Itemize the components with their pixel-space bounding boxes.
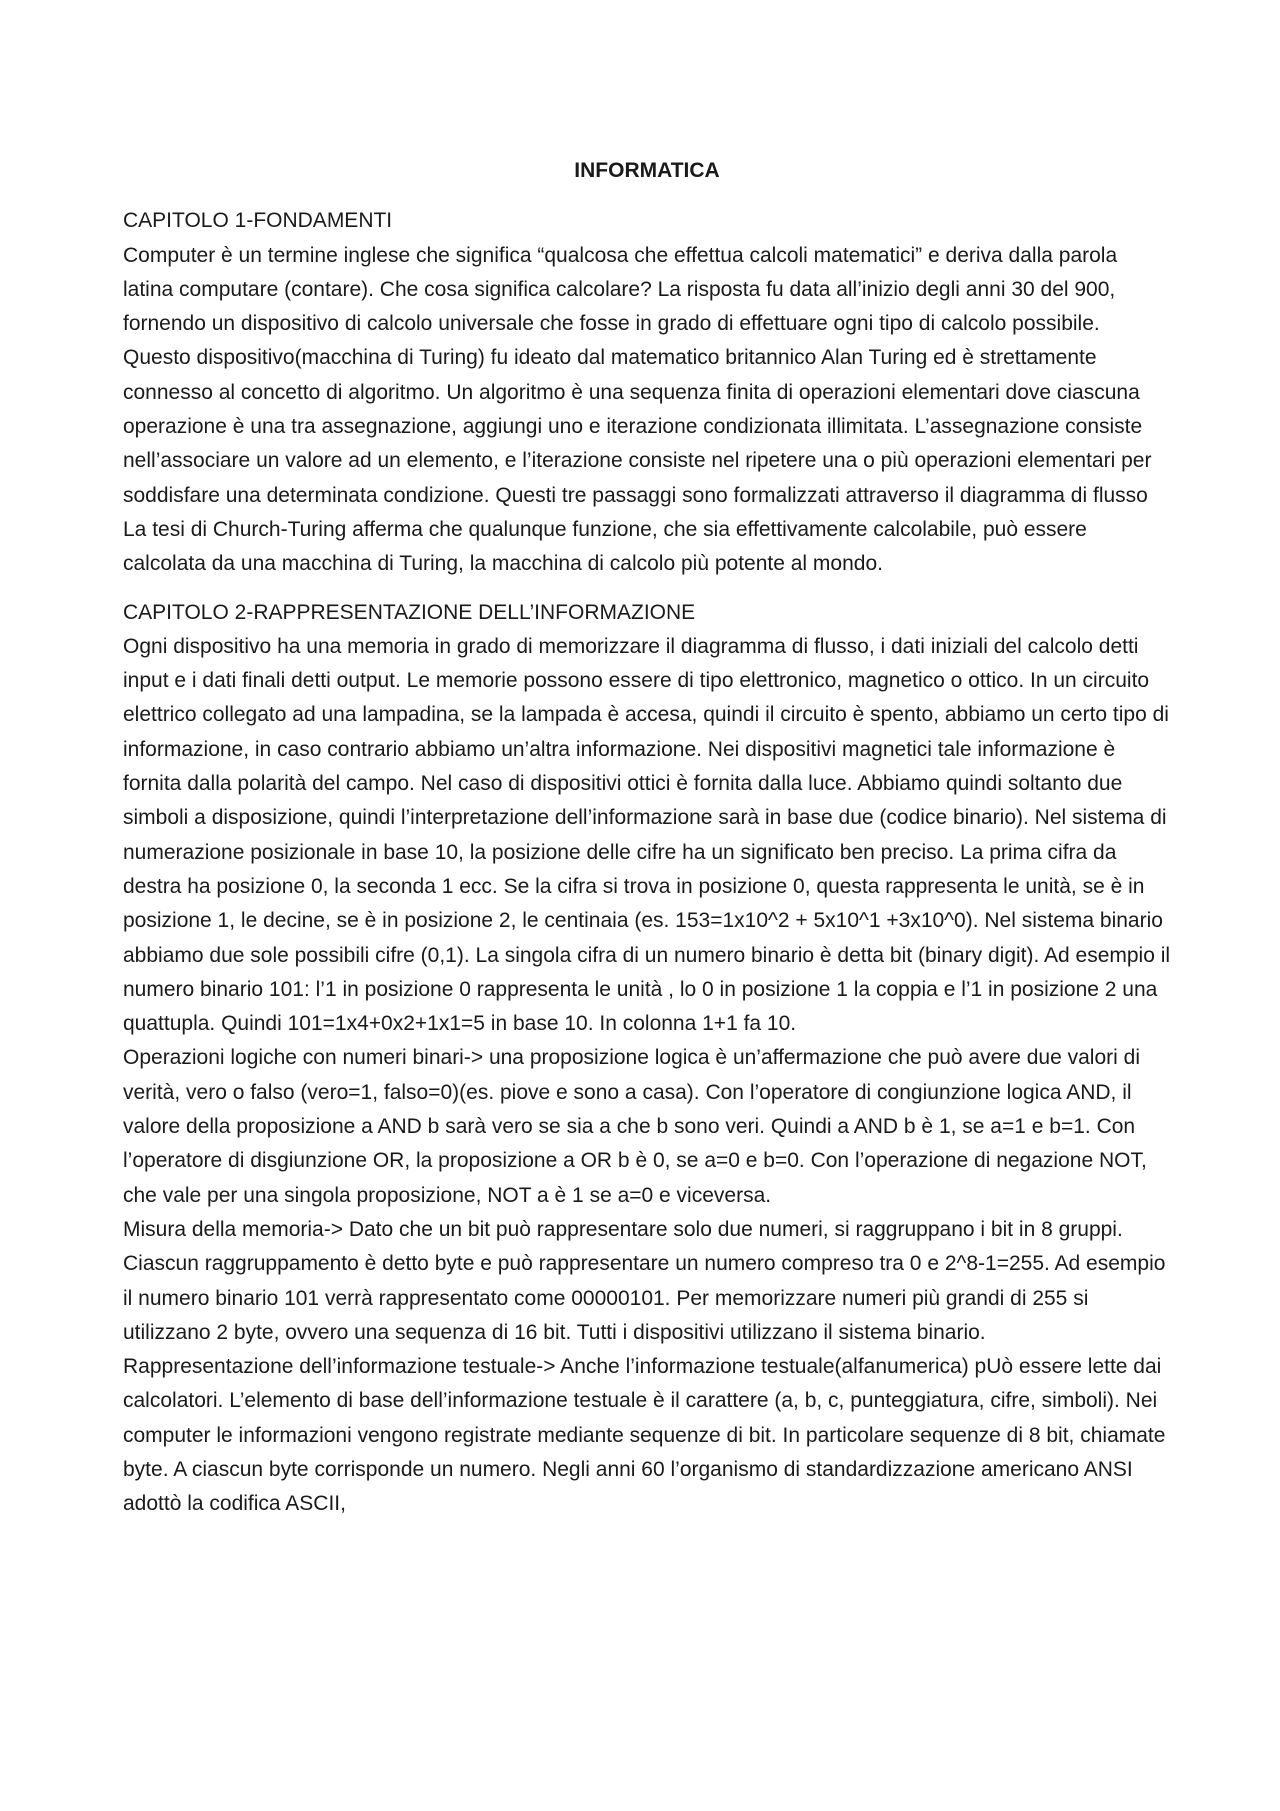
chapter-1-heading: CAPITOLO 1-FONDAMENTI — [123, 209, 393, 233]
chapter-2-paragraph-storage: Ogni dispositivo ha una memoria in grado di memorizzare il diagramma di flusso, i dati iniziali del calcolo detti input e i dati finali detti output. Le memorie possono essere di tipo elettronico, magnetico o ottico. In un circuito elettrico collegato ad una lampadina, se la lampada è accesa, quindi il circuito è spento, abbiamo un certo tipo di informazione, in caso contrario abbiamo un’altra informazione. Nei dispositivi magnetici tale informazione è fornita dalla polarità del campo. Nel caso di dispositivi ottici è fornita dalla luce. Abbiamo quindi soltanto due simboli a disposizione, quindi l’interpretazione dell’informazione sarà in base due (codice binario). Nel sistema di numerazione posizionale in base 10, la posizione delle cifre ha un significato ben preciso. La prima cifra da destra ha posizione 0, la seconda 1 ecc. Se la cifra si trova in posizione 0, questa rappresenta le unità, se è in posizione 1, le decine, se è in posizione 2, le centinaia (es. 153=1x10^2 + 5x10^1 +3x10^0). Nel sistema binario abbiamo due sole possibili cifre (0,1). La singola cifra di un numero binario è detta bit (binary digit). Ad esempio il numero binario 101: l’1 in posizione 0 rappresenta le unità , lo 0 in posizione 1 la coppia e l’1 in posizione 2 una quattupla. Quindi 101=1x4+0x2+1x1=5 in base 10. In colonna 1+1 fa 10. — [123, 634, 1171, 1036]
chapter-1-section — [123, 204, 1171, 581]
chapter-2-heading: CAPITOLO 2-RAPPRESENTAZIONE DELL’INFORMAZIONE — [123, 600, 696, 624]
chapter-2-paragraph-memory: Misura della memoria-> Dato che un bit può rappresentare solo due numeri, si raggruppano i bit in 8 gruppi. Ciascun raggruppamento è detto byte e può rappresentare un numero compreso tra 0 e 2^8-1=255. Ad esempio il numero binario 101 verrà rappresentato come 00000101. Per memorizzare numeri più grandi di 255 si utilizzano 2 byte, ovvero una sequenza di 16 bit. Tutti i dispositivi utilizzano il sistema binario. — [123, 1217, 1166, 1344]
document-title: INFORMATICA — [574, 159, 720, 182]
chapter-1-paragraph: Computer è un termine inglese che significa “qualcosa che effettua calcoli matematici” e deriva dalla parola latina computare (contare). Che cosa significa calcolare? La risposta fu data all’inizio degli anni 30 del 900, fornendo un dispositivo di calcolo universale che fosse in grado di effettuare ogni tipo di calcolo possibile. Questo dispositivo(macchina di Turing) fu ideato dal matematico britannico Alan Turing ed è strettamente connesso al concetto di algoritmo. Un algoritmo è una sequenza finita di operazioni elementari dove ciascuna operazione è una tra assegnazione, aggiungi uno e iterazione condizionata illimitata. L’assegnazione consiste nell’associare un valore ad un elemento, e l’iterazione consiste nel ripetere una o più operazioni elementari per soddisfare una determinata condizione. Questi tre passaggi sono formalizzati attraverso il diagramma di flusso La tesi di Church-Turing afferma che qualunque funzione, che sia effettivamente calcolabile, può essere calcolata da una macchina di Turing, la macchina di calcolo più potente al mondo. — [123, 243, 1152, 576]
chapter-2-section — [123, 596, 1171, 1522]
document-body — [123, 154, 1171, 1522]
chapter-2-paragraph-logic: Operazioni logiche con numeri binari-> una proposizione logica è un’affermazione che può avere due valori di verità, vero o falso (vero=1, falso=0)(es. piove e sono a casa). Con l’operatore di congiunzione logica AND, il valore della proposizione a AND b sarà vero se sia a che b sono veri. Quindi a AND b è 1, se a=1 e b=1. Con l’operatore di disgiunzione OR, la proposizione a OR b è 0, se a=0 e b=0. Con l’operazione di negazione NOT, che vale per una singola proposizione, NOT a è 1 se a=0 e viceversa. — [123, 1046, 1147, 1207]
chapter-2-paragraph-text: Rappresentazione dell’informazione testuale-> Anche l’informazione testuale(alfanumerica) pUò essere lette dai calcolatori. L’elemento di base dell’informazione testuale è il carattere (a, b, c, punteggiatura, cifre, simboli). Nei computer le informazioni vengono registrate mediante sequenze di bit. In particolare sequenze di 8 bit, chiamate byte. A ciascun byte corrisponde un numero. Negli anni 60 l’organismo di standardizzazione americano ANSI adottò la codifica ASCII, — [123, 1355, 1166, 1516]
